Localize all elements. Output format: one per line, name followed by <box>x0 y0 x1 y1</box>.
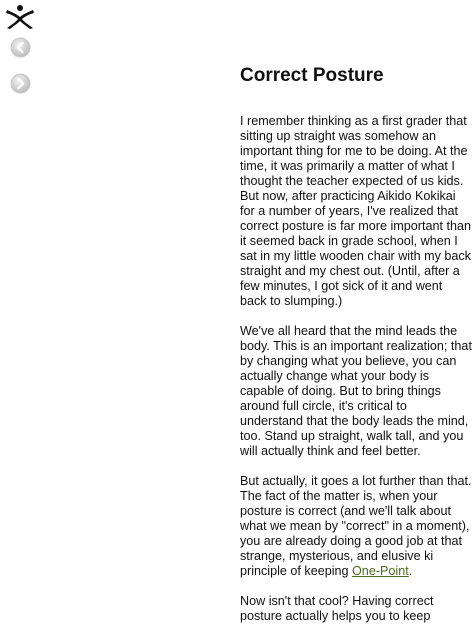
article-content <box>240 64 472 639</box>
page-title: Correct Posture <box>240 65 384 86</box>
paragraph-3-text-after: . <box>408 564 413 578</box>
right-arrow-circle-icon <box>10 73 31 94</box>
aikido-logo <box>4 4 36 30</box>
next-page-button[interactable] <box>10 73 31 94</box>
left-arrow-circle-icon <box>10 37 31 58</box>
previous-page-button[interactable] <box>10 37 31 58</box>
article-paragraph-4: Now isn't that cool? Having correct posture actually helps you to keep <box>240 594 434 623</box>
article-paragraph-2: We've all heard that the mind leads the body. This is an important realization; that by changing what you believe, you can actually change what your body is capable of doing. But to bring things around full circle, it's critical to understand that the body leads the mind, too. Stand up straight, walk tall, and you will actually think and feel better. <box>240 324 472 458</box>
article-paragraph-1: I remember thinking as a first grader that sitting up straight was somehow an important thing for me to be doing. At the time, it was primarily a matter of what I thought the teacher expected of us kids. But now, after practicing Aikido Kokikai for a number of years, I've realized that correct posture is far more important than it seemed back in grade school, when I sat in my little wooden chair with my back straight and my chest out. (Until, after a few minutes, I got sick of it and went back to slumping.) <box>240 114 471 308</box>
article-paragraph-3 <box>240 474 472 579</box>
one-point-link[interactable]: One-Point <box>352 564 409 578</box>
aikido-figure-logo-icon <box>4 4 36 30</box>
paragraph-3-text-before: But actually, it goes a lot further than that. The fact of the matter is, when your posture is correct (and we'll talk about what we mean by "correct" in a moment), you are already doing a good job at that strange, mysterious, and elusive ki principle of keeping <box>240 474 472 578</box>
